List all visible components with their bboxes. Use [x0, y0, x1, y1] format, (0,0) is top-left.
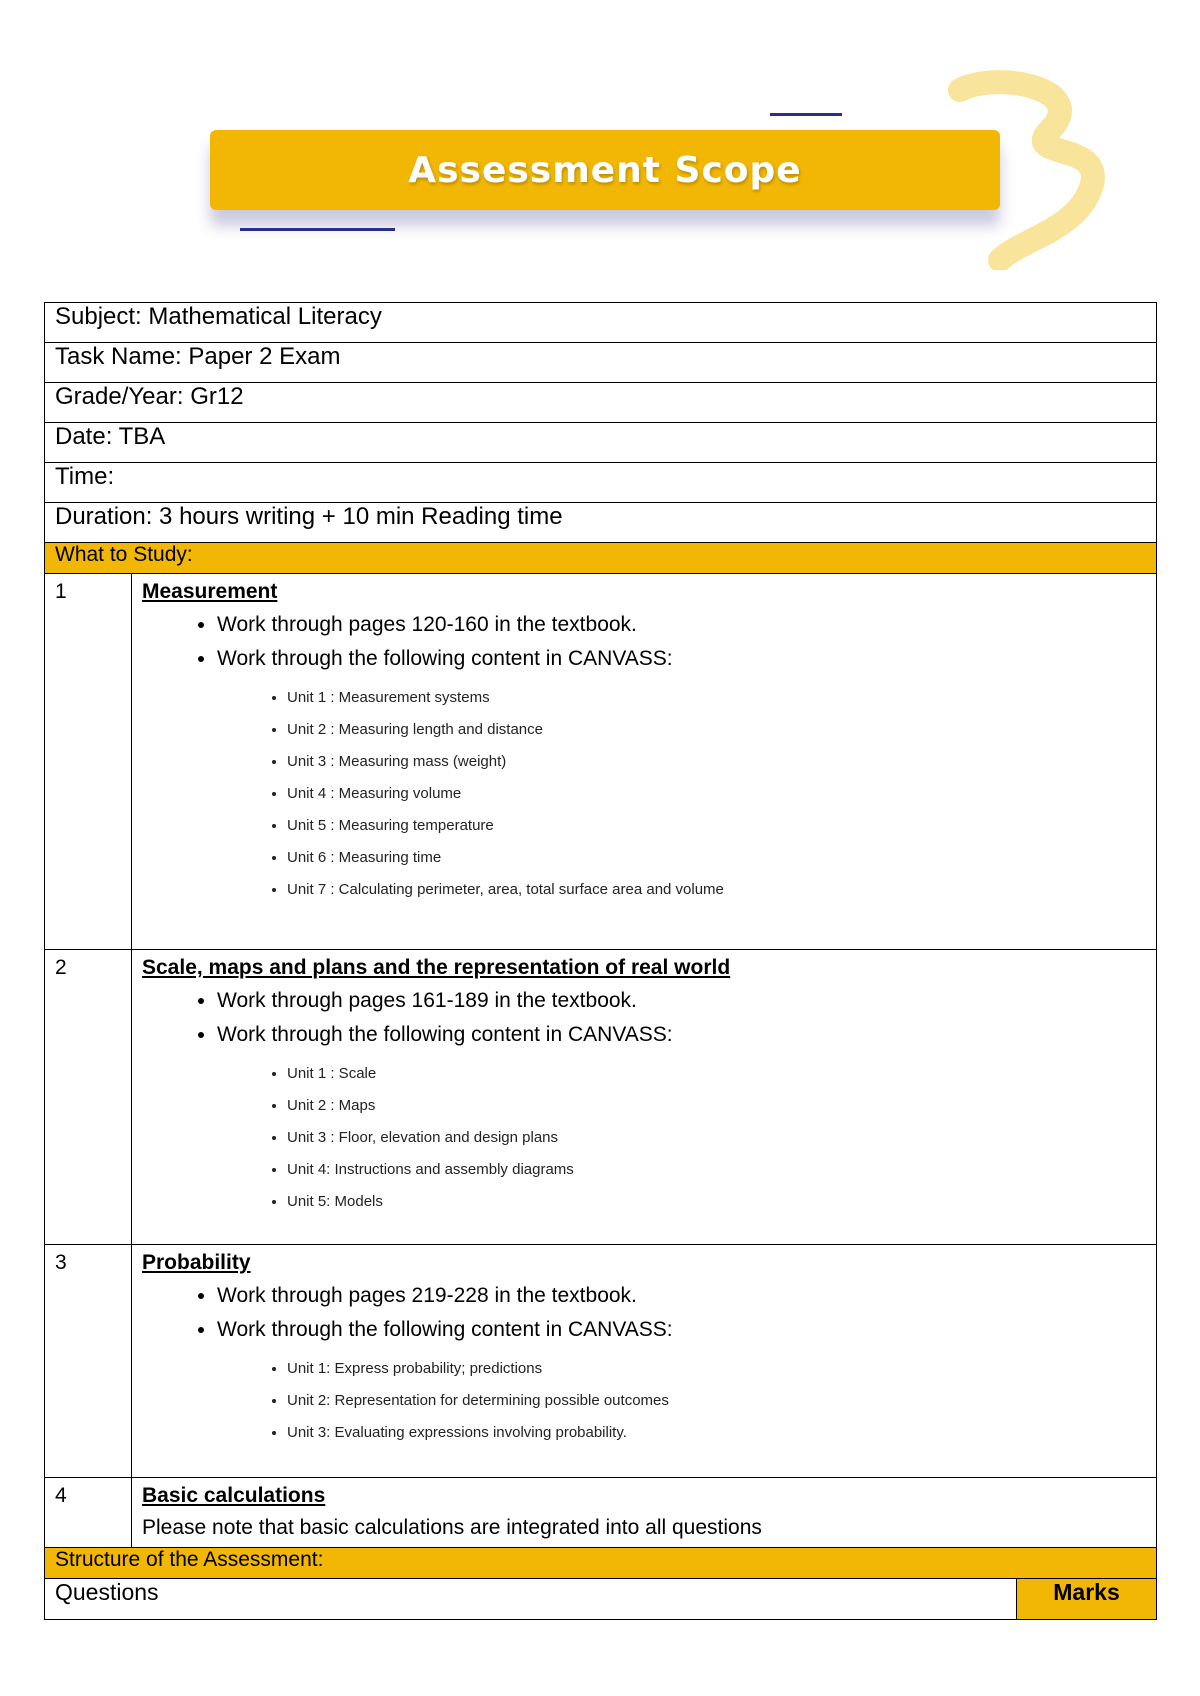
section-number: 2 — [45, 950, 132, 1245]
unit-item: • Unit 7 : Calculating perimeter, area, total surface area and volume — [287, 874, 1146, 906]
list-item: • Work through the following content in CANVASS: — [217, 642, 1146, 676]
subject-cell: Subject: Mathematical Literacy — [45, 303, 1157, 343]
list-item: • Work through pages 161-189 in the textbook. — [217, 984, 1146, 1018]
unit-item: • Unit 1: Express probability; predictions — [287, 1353, 1146, 1385]
section-title: Probability — [142, 1251, 251, 1274]
marks-label: Marks — [1017, 1579, 1157, 1620]
section-title: Basic calculations — [142, 1484, 326, 1507]
unit-item: • Unit 3 : Measuring mass (weight) — [287, 746, 1146, 778]
unit-item: • Unit 2: Representation for determining possible outcomes — [287, 1385, 1146, 1417]
unit-item: • Unit 5 : Measuring temperature — [287, 810, 1146, 842]
unit-item: • Unit 3: Evaluating expressions involving probability. — [287, 1417, 1146, 1449]
time-cell: Time: — [45, 463, 1157, 503]
section-title: Scale, maps and plans and the representation of real world — [142, 956, 731, 979]
grade-cell: Grade/Year: Gr12 — [45, 383, 1157, 423]
study-section-3 — [45, 1245, 1157, 1478]
questions-label: Questions — [45, 1579, 1017, 1620]
section-number: 1 — [45, 574, 132, 950]
unit-item: • Unit 2 : Maps — [287, 1090, 1146, 1122]
assessment-table — [44, 302, 1157, 1620]
unit-item: • Unit 4: Instructions and assembly diagrams — [287, 1154, 1146, 1186]
decorative-line-bottom — [240, 228, 395, 231]
bullet-list — [142, 608, 1146, 676]
header-banner-area — [200, 70, 1120, 270]
subject-row — [45, 303, 1157, 343]
section-note: Please note that basic calculations are integrated into all questions — [142, 1516, 762, 1539]
duration-cell: Duration: 3 hours writing + 10 min Reading time — [45, 503, 1157, 543]
bullet-list — [142, 984, 1146, 1052]
date-cell: Date: TBA — [45, 423, 1157, 463]
unit-list — [142, 1058, 1146, 1218]
task-cell: Task Name: Paper 2 Exam — [45, 343, 1157, 383]
title-banner — [210, 130, 1000, 210]
list-item: • Work through the following content in CANVASS: — [217, 1018, 1146, 1052]
structure-heading: Structure of the Assessment: — [45, 1548, 1157, 1579]
study-section-2 — [45, 950, 1157, 1245]
questions-header-row — [45, 1579, 1157, 1620]
section-content — [132, 950, 1157, 1245]
unit-item: • Unit 1 : Scale — [287, 1058, 1146, 1090]
section-content — [132, 1245, 1157, 1478]
unit-item: • Unit 5: Models — [287, 1186, 1146, 1218]
task-row — [45, 343, 1157, 383]
list-item: • Work through pages 120-160 in the textbook. — [217, 608, 1146, 642]
study-section-4 — [45, 1478, 1157, 1548]
unit-list — [142, 682, 1146, 906]
list-item: • Work through the following content in CANVASS: — [217, 1313, 1146, 1347]
study-section-1 — [45, 574, 1157, 950]
structure-band — [45, 1548, 1157, 1579]
grade-row — [45, 383, 1157, 423]
section-number: 3 — [45, 1245, 132, 1478]
list-item: • Work through pages 219-228 in the textbook. — [217, 1279, 1146, 1313]
section-content — [132, 574, 1157, 950]
unit-list — [142, 1353, 1146, 1449]
what-to-study-heading: What to Study: — [45, 543, 1157, 574]
duration-row — [45, 503, 1157, 543]
date-row — [45, 423, 1157, 463]
unit-item: • Unit 2 : Measuring length and distance — [287, 714, 1146, 746]
section-content — [132, 1478, 1157, 1548]
what-to-study-band — [45, 543, 1157, 574]
decorative-line-top — [770, 113, 842, 116]
time-row — [45, 463, 1157, 503]
unit-item: • Unit 3 : Floor, elevation and design plans — [287, 1122, 1146, 1154]
bullet-list — [142, 1279, 1146, 1347]
page-title: Assessment Scope — [408, 149, 802, 191]
unit-item: • Unit 1 : Measurement systems — [287, 682, 1146, 714]
unit-item: • Unit 6 : Measuring time — [287, 842, 1146, 874]
unit-item: • Unit 4 : Measuring volume — [287, 778, 1146, 810]
section-number: 4 — [45, 1478, 132, 1548]
section-title: Measurement — [142, 580, 278, 603]
